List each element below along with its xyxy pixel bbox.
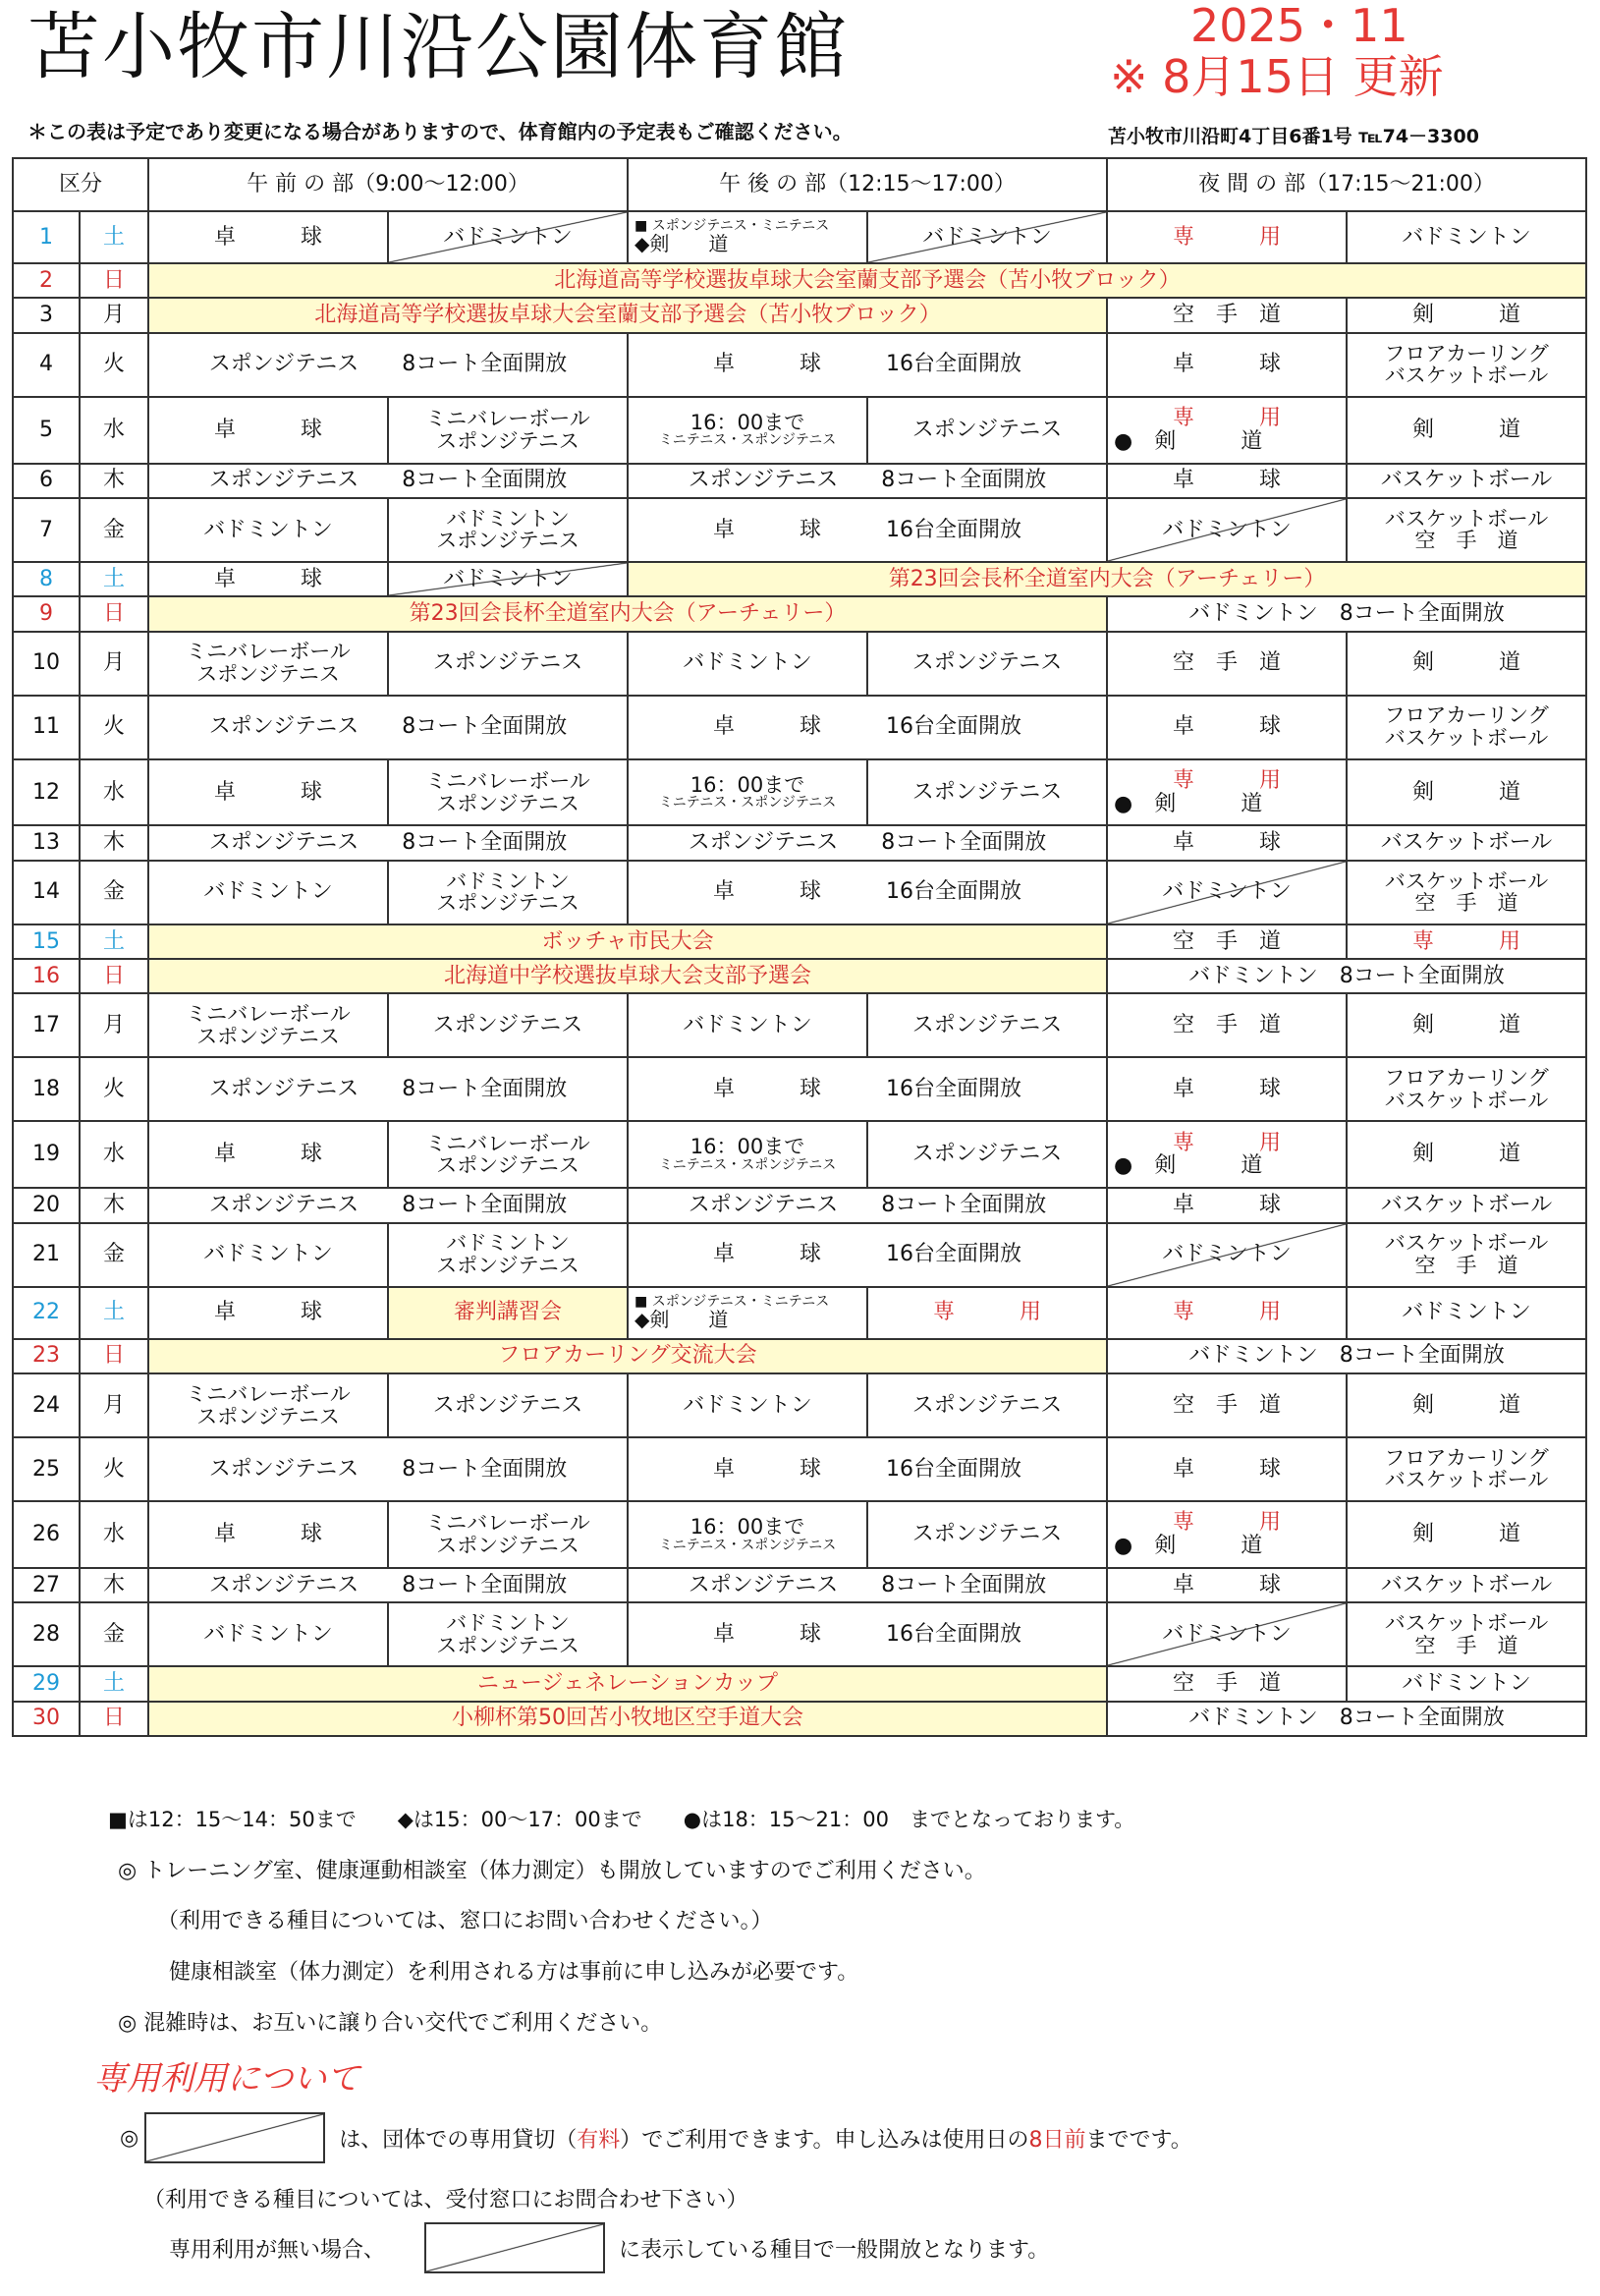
event-cell: 第23回会長杯全道室内大会（アーチェリー） [628, 562, 1586, 596]
day-of-week: 土 [80, 211, 148, 263]
activity-cell: スポンジテニス 8コート全面開放 [148, 825, 628, 860]
activity-cell: スポンジテニス [867, 1501, 1107, 1568]
day-number: 15 [13, 924, 80, 959]
activity-cell: 専 用 [867, 1287, 1107, 1339]
day-number: 21 [13, 1223, 80, 1287]
day-number: 20 [13, 1188, 80, 1222]
event-cell: 第23回会長杯全道室内大会（アーチェリー） [148, 596, 1107, 631]
activity-cell: 剣 道 [1347, 397, 1586, 464]
activity-cell: バドミントン [628, 1373, 867, 1437]
activity-cell: スポンジテニス [867, 632, 1107, 696]
schedule-row [13, 1501, 1586, 1568]
activity-cell: 専 用 ● 剣 道 [1107, 759, 1347, 826]
activity-cell: フロアカーリング バスケットボール [1347, 1057, 1586, 1121]
activity-cell: 専 用 ● 剣 道 [1107, 1501, 1347, 1568]
schedule-row [13, 1121, 1586, 1188]
activity-cell: 卓 球 16台全面開放 [628, 1223, 1107, 1287]
activity-cell: バスケットボール [1347, 1568, 1586, 1602]
activity-cell: スポンジテニス 8コート全面開放 [148, 1437, 628, 1501]
activity-cell: 16：00まで ミニテニス・スポンジテニス [628, 759, 867, 826]
activity-cell: 剣 道 [1347, 632, 1586, 696]
activity-cell: 卓 球 [1107, 464, 1347, 498]
day-number: 28 [13, 1602, 80, 1666]
day-of-week: 水 [80, 1121, 148, 1188]
schedule-row [13, 1702, 1586, 1737]
activity-cell: スポンジテニス 8コート全面開放 [148, 1188, 628, 1222]
schedule-row [13, 1373, 1586, 1437]
activity-cell: バドミントン 8コート全面開放 [1107, 596, 1586, 631]
page-title: 苫小牧市川沿公園体育館 [28, 5, 849, 89]
activity-cell: 剣 道 [1347, 1121, 1586, 1188]
day-of-week: 火 [80, 1437, 148, 1501]
activity-cell: スポンジテニス 8コート全面開放 [628, 464, 1107, 498]
schedule-row [13, 263, 1586, 298]
activity-cell: ミニバレーボール スポンジテニス [148, 993, 388, 1057]
activity-cell: バドミントン [1347, 1287, 1586, 1339]
activity-cell: バドミントン [148, 498, 388, 562]
day-number: 8 [13, 562, 80, 596]
no-use-text-a: 専用利用が無い場合、 [169, 2237, 386, 2263]
day-of-week: 金 [80, 1223, 148, 1287]
event-cell: フロアカーリング交流大会 [148, 1339, 1107, 1373]
day-of-week: 月 [80, 298, 148, 332]
schedule-row [13, 1666, 1586, 1701]
day-of-week: 水 [80, 397, 148, 464]
activity-cell: バスケットボール [1347, 825, 1586, 860]
activity-cell: ミニバレーボール スポンジテニス [388, 1121, 628, 1188]
activity-cell: スポンジテニス [867, 1373, 1107, 1437]
day-of-week: 日 [80, 263, 148, 298]
schedule-row [13, 759, 1586, 826]
schedule-row [13, 464, 1586, 498]
exclusive-heading: 専用利用について [93, 2059, 360, 2099]
schedule-row [13, 959, 1586, 993]
header-afternoon: 午 後 の 部（12:15～17:00） [628, 158, 1107, 211]
schedule-body [13, 211, 1586, 1736]
exclusive-mark: ◎ [120, 2125, 139, 2151]
activity-cell: 卓 球 16台全面開放 [628, 333, 1107, 397]
day-number: 2 [13, 263, 80, 298]
activity-cell: 空 手 道 [1107, 924, 1347, 959]
day-number: 7 [13, 498, 80, 562]
activity-cell: バスケットボール 空 手 道 [1347, 1602, 1586, 1666]
schedule-row [13, 498, 1586, 562]
inquiry-note: （利用できる種目については、窓口にお問い合わせください。） [157, 1909, 773, 1933]
activity-cell: バスケットボール [1347, 464, 1586, 498]
activity-cell: バドミントン スポンジテニス [388, 1602, 628, 1666]
day-number: 29 [13, 1666, 80, 1701]
day-number: 24 [13, 1373, 80, 1437]
activity-cell: 卓 球 [148, 1501, 388, 1568]
activity-cell: スポンジテニス 8コート全面開放 [148, 1057, 628, 1121]
day-of-week: 火 [80, 333, 148, 397]
day-of-week: 金 [80, 1602, 148, 1666]
schedule-row [13, 924, 1586, 959]
activity-cell: スポンジテニス 8コート全面開放 [148, 1568, 628, 1602]
day-of-week: 土 [80, 1666, 148, 1701]
activity-cell: 空 手 道 [1107, 632, 1347, 696]
day-of-week: 日 [80, 1702, 148, 1737]
event-cell: ニュージェネレーションカップ [148, 1666, 1107, 1701]
activity-cell: バスケットボール 空 手 道 [1347, 498, 1586, 562]
activity-cell: バドミントン 8コート全面開放 [1107, 1339, 1586, 1373]
day-number: 9 [13, 596, 80, 631]
activity-cell: バスケットボール [1347, 1188, 1586, 1222]
activity-cell: スポンジテニス 8コート全面開放 [628, 825, 1107, 860]
schedule-row [13, 596, 1586, 631]
activity-cell: バドミントン [1107, 1223, 1347, 1287]
activity-cell: スポンジテニス 8コート全面開放 [148, 464, 628, 498]
activity-cell: バドミントン [1347, 211, 1586, 263]
event-cell: 北海道中学校選抜卓球大会支部予選会 [148, 959, 1107, 993]
activity-cell: バドミントン [867, 211, 1107, 263]
activity-cell: 卓 球 [148, 397, 388, 464]
activity-cell: ミニバレーボール スポンジテニス [388, 759, 628, 826]
activity-cell: 卓 球 16台全面開放 [628, 498, 1107, 562]
day-of-week: 土 [80, 924, 148, 959]
exclusive-text-a: は、団体での専用貸切（ [339, 2127, 578, 2153]
activity-cell: バドミントン [628, 993, 867, 1057]
activity-cell: ミニバレーボール スポンジテニス [388, 1501, 628, 1568]
schedule-row [13, 1287, 1586, 1339]
activity-cell: 専 用 [1107, 1287, 1347, 1339]
day-of-week: 木 [80, 1568, 148, 1602]
activity-cell: ミニバレーボール スポンジテニス [148, 1373, 388, 1437]
activity-cell: 剣 道 [1347, 298, 1586, 332]
day-of-week: 水 [80, 1501, 148, 1568]
day-of-week: 月 [80, 1373, 148, 1437]
activity-cell: スポンジテニス [388, 632, 628, 696]
open-sample-box [424, 2222, 605, 2273]
activity-cell: 剣 道 [1347, 759, 1586, 826]
header-evening: 夜 間 の 部（17:15～21:00） [1107, 158, 1586, 211]
activity-cell: 卓 球 16台全面開放 [628, 1437, 1107, 1501]
no-use-note [169, 2222, 1049, 2273]
training-note: ◎ トレーニング室、健康運動相談室（体力測定）も開放していますのでご利用ください。 [118, 1859, 986, 1883]
day-of-week: 木 [80, 464, 148, 498]
activity-cell: 卓 球 [148, 1287, 388, 1339]
health-note: 健康相談室（体力測定）を利用される方は事前に申し込みが必要です。 [169, 1960, 859, 1985]
event-cell: 審判講習会 [388, 1287, 628, 1339]
schedule-row [13, 993, 1586, 1057]
activity-cell: 卓 球 16台全面開放 [628, 861, 1107, 924]
activity-cell: バドミントン [148, 861, 388, 924]
activity-cell: スポンジテニス 8コート全面開放 [148, 333, 628, 397]
day-number: 22 [13, 1287, 80, 1339]
day-number: 19 [13, 1121, 80, 1188]
activity-cell: 卓 球 [148, 562, 388, 596]
activity-cell: バドミントン [628, 632, 867, 696]
day-number: 1 [13, 211, 80, 263]
activity-cell: バドミントン 8コート全面開放 [1107, 959, 1586, 993]
day-number: 16 [13, 959, 80, 993]
event-cell: 北海道高等学校選抜卓球大会室蘭支部予選会（苫小牧ブロック） [148, 298, 1107, 332]
activity-cell: 16：00まで ミニテニス・スポンジテニス [628, 1501, 867, 1568]
schedule-row [13, 632, 1586, 696]
schedule-row [13, 1057, 1586, 1121]
day-number: 26 [13, 1501, 80, 1568]
day-number: 27 [13, 1568, 80, 1602]
day-of-week: 日 [80, 1339, 148, 1373]
day-of-week: 木 [80, 1188, 148, 1222]
notice-text: ＊この表は予定であり変更になる場合がありますので、体育館内の予定表もご確認ください。 [28, 120, 853, 143]
day-number: 23 [13, 1339, 80, 1373]
activity-cell: バドミントン [1107, 498, 1347, 562]
activity-cell: 卓 球 16台全面開放 [628, 696, 1107, 759]
activity-cell: スポンジテニス [388, 1373, 628, 1437]
header-category: 区分 [13, 158, 148, 211]
activity-cell: 卓 球 [1107, 825, 1347, 860]
day-number: 5 [13, 397, 80, 464]
crowded-note: ◎ 混雑時は、お互いに譲り合い交代でご利用ください。 [118, 2011, 663, 2036]
day-number: 17 [13, 993, 80, 1057]
inquiry2-note: （利用できる種目については、受付窓口にお問合わせ下さい） [143, 2188, 748, 2212]
event-cell: ボッチャ市民大会 [148, 924, 1107, 959]
year-month: 2025・11 [1190, 0, 1408, 52]
activity-cell: バドミントン [1107, 861, 1347, 924]
exclusive-sample-box [144, 2112, 325, 2163]
schedule-row [13, 562, 1586, 596]
day-of-week: 火 [80, 1057, 148, 1121]
activity-cell: 剣 道 [1347, 1501, 1586, 1568]
header-morning: 午 前 の 部（9:00～12:00） [148, 158, 628, 211]
activity-cell: バドミントン [148, 1223, 388, 1287]
activity-cell: ■ スポンジテニス・ミニテニス ◆剣 道 [628, 1287, 867, 1339]
schedule-row [13, 298, 1586, 332]
activity-cell: スポンジテニス 8コート全面開放 [628, 1568, 1107, 1602]
update-date: ※ 8月15日 更新 [1110, 50, 1444, 103]
address-text: 苫小牧市川沿町4丁目6番1号 ℡74－3300 [1108, 126, 1479, 147]
day-number: 12 [13, 759, 80, 826]
activity-cell: 卓 球 [148, 1121, 388, 1188]
activity-cell: バドミントン スポンジテニス [388, 1223, 628, 1287]
activity-cell: 卓 球 [1107, 696, 1347, 759]
schedule-row [13, 861, 1586, 924]
activity-cell: 専 用 [1347, 924, 1586, 959]
activity-cell: バスケットボール 空 手 道 [1347, 1223, 1586, 1287]
schedule-row [13, 825, 1586, 860]
activity-cell: 卓 球 [1107, 1188, 1347, 1222]
activity-cell: スポンジテニス [867, 759, 1107, 826]
activity-cell: 卓 球 16台全面開放 [628, 1057, 1107, 1121]
day-of-week: 土 [80, 562, 148, 596]
schedule-table [12, 157, 1587, 1737]
schedule-row [13, 397, 1586, 464]
schedule-row [13, 1602, 1586, 1666]
activity-cell: 16：00まで ミニテニス・スポンジテニス [628, 1121, 867, 1188]
day-of-week: 月 [80, 993, 148, 1057]
day-number: 4 [13, 333, 80, 397]
schedule-row [13, 1568, 1586, 1602]
day-number: 3 [13, 298, 80, 332]
schedule-row [13, 1339, 1586, 1373]
schedule-row [13, 211, 1586, 263]
activity-cell: スポンジテニス 8コート全面開放 [628, 1188, 1107, 1222]
schedule-row [13, 1223, 1586, 1287]
activity-cell: バドミントン [1107, 1602, 1347, 1666]
activity-cell: 卓 球 [1107, 1057, 1347, 1121]
activity-cell: ミニバレーボール スポンジテニス [148, 632, 388, 696]
day-of-week: 木 [80, 825, 148, 860]
activity-cell: 卓 球 16台全面開放 [628, 1602, 1107, 1666]
day-number: 18 [13, 1057, 80, 1121]
day-number: 10 [13, 632, 80, 696]
activity-cell: 空 手 道 [1107, 1666, 1347, 1701]
activity-cell: 空 手 道 [1107, 1373, 1347, 1437]
exclusive-text-c: までです。 [1085, 2127, 1192, 2153]
exclusive-note [120, 2112, 1192, 2163]
exclusive-days: 8日前 [1028, 2127, 1086, 2153]
activity-cell: バドミントン [388, 562, 628, 596]
activity-cell: ミニバレーボール スポンジテニス [388, 397, 628, 464]
schedule-row [13, 696, 1586, 759]
no-use-text-b: に表示している種目で一般開放となります。 [619, 2237, 1050, 2263]
activity-cell: 卓 球 [1107, 333, 1347, 397]
activity-cell: 剣 道 [1347, 993, 1586, 1057]
exclusive-fee: 有料 [577, 2127, 621, 2153]
event-cell: 小柳杯第50回苫小牧地区空手道大会 [148, 1702, 1107, 1737]
day-number: 6 [13, 464, 80, 498]
activity-cell: 卓 球 [148, 759, 388, 826]
day-of-week: 日 [80, 959, 148, 993]
activity-cell: 16：00まで ミニテニス・スポンジテニス [628, 397, 867, 464]
activity-cell: バドミントン 8コート全面開放 [1107, 1702, 1586, 1737]
activity-cell: バドミントン [388, 211, 628, 263]
day-number: 13 [13, 825, 80, 860]
legend-note: ■は12：15～14：50まで ◆は15：00～17：00まで ●は18：15～21：00 までとなっております。 [108, 1808, 1135, 1831]
day-number: 30 [13, 1702, 80, 1737]
day-of-week: 月 [80, 632, 148, 696]
activity-cell: スポンジテニス [388, 993, 628, 1057]
day-of-week: 金 [80, 498, 148, 562]
schedule-row [13, 333, 1586, 397]
activity-cell: 専 用 ● 剣 道 [1107, 1121, 1347, 1188]
activity-cell: バドミントン [148, 1602, 388, 1666]
exclusive-text-b: ）でご利用できます。申し込みは使用日の [620, 2127, 1029, 2153]
day-of-week: 土 [80, 1287, 148, 1339]
day-of-week: 金 [80, 861, 148, 924]
day-of-week: 火 [80, 696, 148, 759]
activity-cell: 卓 球 [148, 211, 388, 263]
activity-cell: スポンジテニス [867, 993, 1107, 1057]
activity-cell: バドミントン スポンジテニス [388, 498, 628, 562]
day-of-week: 日 [80, 596, 148, 631]
day-number: 14 [13, 861, 80, 924]
schedule-row [13, 1188, 1586, 1222]
activity-cell: 専 用 [1107, 211, 1347, 263]
activity-cell: ■ スポンジテニス・ミニテニス ◆剣 道 [628, 211, 867, 263]
activity-cell: スポンジテニス [867, 1121, 1107, 1188]
activity-cell: 卓 球 [1107, 1568, 1347, 1602]
activity-cell: バスケットボール 空 手 道 [1347, 861, 1586, 924]
activity-cell: 空 手 道 [1107, 993, 1347, 1057]
day-number: 25 [13, 1437, 80, 1501]
activity-cell: フロアカーリング バスケットボール [1347, 1437, 1586, 1501]
activity-cell: スポンジテニス 8コート全面開放 [148, 696, 628, 759]
event-cell: 北海道高等学校選抜卓球大会室蘭支部予選会（苫小牧ブロック） [148, 263, 1586, 298]
header-row [13, 158, 1586, 211]
activity-cell: 専 用 ● 剣 道 [1107, 397, 1347, 464]
day-number: 11 [13, 696, 80, 759]
activity-cell: 卓 球 [1107, 1437, 1347, 1501]
day-of-week: 水 [80, 759, 148, 826]
activity-cell: バドミントン スポンジテニス [388, 861, 628, 924]
activity-cell: フロアカーリング バスケットボール [1347, 696, 1586, 759]
activity-cell: バドミントン [1347, 1666, 1586, 1701]
schedule-row [13, 1437, 1586, 1501]
activity-cell: フロアカーリング バスケットボール [1347, 333, 1586, 397]
activity-cell: 空 手 道 [1107, 298, 1347, 332]
activity-cell: 剣 道 [1347, 1373, 1586, 1437]
activity-cell: スポンジテニス [867, 397, 1107, 464]
